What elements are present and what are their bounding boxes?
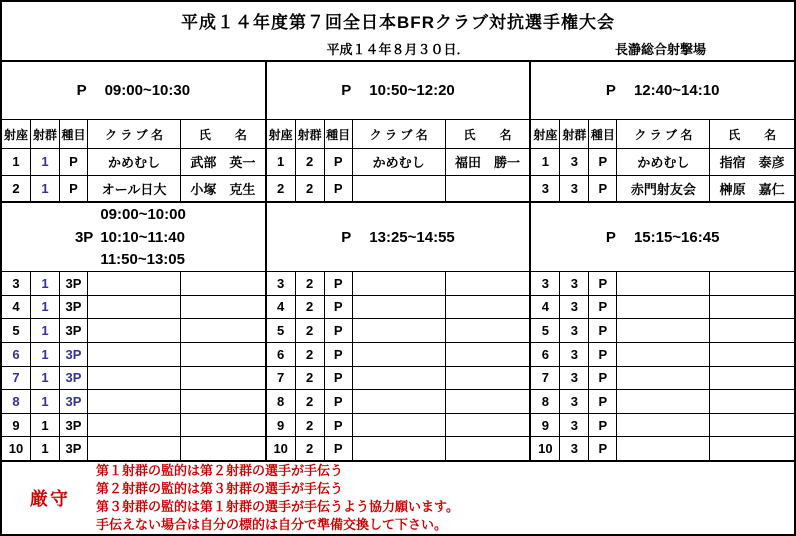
cell-event: P	[60, 176, 88, 202]
cell-club	[88, 343, 181, 366]
cell-name	[446, 390, 530, 413]
time-line	[68, 203, 198, 226]
event-label: P	[76, 82, 87, 99]
cell-seat: 1	[531, 149, 560, 175]
col-header-seat: 射座	[267, 120, 296, 148]
cell-group: 2	[296, 149, 325, 175]
cell-club	[617, 343, 710, 366]
col-header-event: 種目	[60, 120, 88, 148]
cell-club: 赤門射友会	[617, 176, 710, 202]
cell-name	[710, 390, 794, 413]
table-row	[531, 296, 794, 320]
cell-name: 小塚 克生	[190, 181, 256, 197]
cell-group: 3	[560, 296, 589, 319]
cell-club: かめむし	[88, 149, 181, 175]
cell-group: 2	[296, 272, 325, 295]
cell-group: 3	[560, 176, 589, 202]
cell-name	[710, 319, 794, 342]
table-row	[531, 390, 794, 414]
table-row	[267, 390, 530, 414]
cell-event: P	[589, 390, 617, 413]
table-row	[2, 343, 265, 367]
cell-event: 3P	[60, 343, 88, 366]
cell-name	[181, 390, 265, 413]
table-row	[531, 319, 794, 343]
rows-container	[267, 149, 530, 201]
table-row	[267, 437, 530, 460]
cell-name	[181, 414, 265, 437]
table-row	[267, 272, 530, 296]
strict-notice-label: 厳守	[30, 489, 70, 509]
column-header-row	[267, 120, 530, 149]
cell-event: 3P	[60, 296, 88, 319]
cell-club: オール日大	[88, 176, 181, 202]
cell-group: 3	[560, 149, 589, 175]
cell-group: 1	[31, 149, 60, 175]
time-range: 15:15~16:45	[633, 228, 720, 246]
cell-event: P	[589, 343, 617, 366]
sheet-header	[2, 2, 794, 62]
cell-seat: 8	[531, 390, 560, 413]
cell-seat: 6	[267, 343, 296, 366]
table-row	[267, 343, 530, 367]
cell-seat: 3	[531, 176, 560, 202]
cell-seat: 3	[2, 272, 31, 295]
time-slot-header	[2, 62, 265, 120]
cell-event: P	[589, 414, 617, 437]
cell-seat: 7	[2, 367, 31, 390]
cell-event: P	[589, 296, 617, 319]
cell-group: 3	[560, 390, 589, 413]
cell-event: 3P	[60, 414, 88, 437]
cell-group: 2	[296, 367, 325, 390]
cell-seat: 3	[531, 272, 560, 295]
table-row	[2, 149, 265, 176]
cell-group: 3	[560, 367, 589, 390]
cell-group: 1	[31, 437, 60, 460]
cell-seat: 4	[531, 296, 560, 319]
cell-name	[446, 367, 530, 390]
col-header-event: 種目	[589, 120, 617, 148]
cell-group: 1	[31, 176, 60, 202]
rows-container	[531, 149, 794, 201]
subtitle-row	[2, 39, 794, 57]
band2-section-1	[2, 203, 265, 460]
cell-event: P	[325, 319, 353, 342]
cell-event: 3P	[60, 272, 88, 295]
cell-event: P	[325, 414, 353, 437]
cell-event: P	[325, 390, 353, 413]
cell-name	[710, 296, 794, 319]
notice-line: 第２射群の監的は第３射群の選手が手伝う	[96, 481, 344, 496]
cell-group: 2	[296, 176, 325, 202]
rows-container	[267, 272, 530, 460]
cell-group: 1	[31, 390, 60, 413]
cell-club	[617, 296, 710, 319]
cell-group: 3	[560, 414, 589, 437]
cell-seat: 9	[267, 414, 296, 437]
event-label: P	[605, 82, 616, 99]
cell-event: 3P	[60, 319, 88, 342]
cell-event: 3P	[60, 390, 88, 413]
cell-name	[181, 319, 265, 342]
afternoon-sessions-band	[2, 203, 794, 462]
cell-event: P	[589, 176, 617, 202]
cell-seat: 1	[2, 149, 31, 175]
table-row	[267, 149, 530, 176]
col-header-seat: 射座	[2, 120, 31, 148]
cell-seat: 10	[531, 437, 560, 460]
cell-club	[617, 437, 710, 460]
time-range: 10:10~11:40	[100, 228, 185, 246]
cell-name	[446, 343, 530, 366]
table-row	[267, 176, 530, 202]
table-row	[2, 319, 265, 343]
cell-seat: 6	[531, 343, 560, 366]
cell-name: 榊原 嘉仁	[719, 181, 785, 197]
table-row	[2, 390, 265, 414]
cell-name	[446, 272, 530, 295]
cell-event: P	[325, 149, 353, 175]
cell-club	[353, 296, 446, 319]
col-header-club: ク ラ ブ 名	[353, 120, 446, 148]
cell-seat: 6	[2, 343, 31, 366]
col-header-club: ク ラ ブ 名	[617, 120, 710, 148]
table-row	[267, 367, 530, 391]
cell-event: P	[325, 343, 353, 366]
event-label: P	[341, 82, 352, 99]
cell-group: 2	[296, 437, 325, 460]
cell-seat: 3	[267, 272, 296, 295]
band2-section-3	[531, 203, 794, 460]
col-header-event: 種目	[325, 120, 353, 148]
cell-name	[181, 367, 265, 390]
band1-section-3	[531, 62, 794, 201]
cell-group: 2	[296, 296, 325, 319]
venue-name: 長瀞総合射撃場	[615, 42, 707, 57]
cell-club	[88, 414, 181, 437]
notice-notes	[96, 462, 459, 534]
cell-name	[181, 296, 265, 319]
cell-group: 1	[31, 319, 60, 342]
table-row	[2, 296, 265, 320]
cell-group: 2	[296, 319, 325, 342]
cell-seat: 2	[2, 176, 31, 202]
cell-event: 3P	[60, 367, 88, 390]
cell-name: 福田 勝一	[455, 155, 521, 171]
cell-group: 1	[31, 367, 60, 390]
event-label: P	[341, 228, 352, 246]
cell-club	[353, 390, 446, 413]
time-slot-header	[531, 62, 794, 120]
cell-club	[353, 319, 446, 342]
cell-group: 3	[560, 437, 589, 460]
event-label: 3P	[74, 228, 94, 246]
cell-club: かめむし	[617, 149, 710, 175]
cell-name	[710, 272, 794, 295]
cell-event: P	[589, 319, 617, 342]
cell-event: P	[325, 272, 353, 295]
event-label: P	[605, 228, 616, 246]
cell-club	[353, 367, 446, 390]
cell-club	[353, 343, 446, 366]
cell-club	[88, 319, 181, 342]
table-row	[2, 176, 265, 202]
cell-group: 3	[560, 272, 589, 295]
time-range: 13:25~14:55	[369, 228, 455, 246]
cell-name	[710, 367, 794, 390]
rows-container	[531, 272, 794, 460]
cell-group: 3	[560, 319, 589, 342]
cell-club	[88, 367, 181, 390]
table-row	[531, 272, 794, 296]
cell-name	[446, 437, 530, 460]
cell-group: 1	[31, 272, 60, 295]
time-range: 09:00~10:30	[104, 82, 191, 99]
cell-name	[446, 319, 530, 342]
column-header-row	[531, 120, 794, 149]
cell-club	[617, 272, 710, 295]
cell-seat: 2	[267, 176, 296, 202]
cell-event: P	[589, 367, 617, 390]
table-row	[531, 343, 794, 367]
cell-event: P	[589, 272, 617, 295]
cell-club	[353, 272, 446, 295]
cell-club	[88, 390, 181, 413]
cell-event: P	[60, 149, 88, 175]
event-date: 平成１４年８月３０日．	[326, 42, 470, 57]
cell-club	[617, 390, 710, 413]
cell-seat: 9	[2, 414, 31, 437]
cell-club	[617, 367, 710, 390]
cell-seat: 4	[267, 296, 296, 319]
col-header-seat: 射座	[531, 120, 560, 148]
band1-section-1	[2, 62, 265, 201]
cell-group: 3	[560, 343, 589, 366]
col-header-group: 射群	[296, 120, 325, 148]
notice-line: 第１射群の監的は第２射群の選手が手伝う	[96, 463, 344, 478]
cell-seat: 10	[2, 437, 31, 460]
cell-event: 3P	[60, 437, 88, 460]
cell-event: P	[589, 437, 617, 460]
time-range: 10:50~12:20	[369, 82, 455, 99]
cell-name	[181, 272, 265, 295]
table-row	[2, 367, 265, 391]
cell-seat: 9	[531, 414, 560, 437]
column-header-row	[2, 120, 265, 149]
cell-name	[710, 343, 794, 366]
cell-name	[446, 296, 530, 319]
cell-group: 1	[31, 343, 60, 366]
time-range: 11:50~13:05	[100, 251, 185, 269]
col-header-name: 氏 名	[198, 127, 247, 142]
cell-club	[88, 272, 181, 295]
strict-notice-block	[2, 462, 794, 534]
col-header-group: 射群	[31, 120, 60, 148]
cell-event: P	[325, 367, 353, 390]
cell-seat: 5	[2, 319, 31, 342]
table-row	[531, 437, 794, 460]
table-row	[2, 272, 265, 296]
cell-club	[353, 414, 446, 437]
cell-event: P	[589, 149, 617, 175]
time-slot-header	[267, 203, 530, 272]
col-header-name: 氏 名	[463, 127, 512, 142]
cell-club	[617, 319, 710, 342]
table-row	[531, 367, 794, 391]
time-range: 12:40~14:10	[633, 82, 720, 99]
cell-seat: 5	[531, 319, 560, 342]
cell-club	[617, 414, 710, 437]
band1-section-2	[267, 62, 530, 201]
cell-seat: 4	[2, 296, 31, 319]
col-header-group: 射群	[560, 120, 589, 148]
cell-name: 指宿 泰彦	[719, 155, 785, 171]
col-header-name: 氏 名	[728, 127, 777, 142]
cell-name	[446, 176, 530, 202]
cell-group: 1	[31, 296, 60, 319]
time-slot-header	[267, 62, 530, 120]
table-row	[531, 176, 794, 202]
cell-group: 2	[296, 343, 325, 366]
cell-event: P	[325, 176, 353, 202]
notice-line: 第３射群の監的は第１射群の選手が手伝うよう協力願います。	[96, 499, 459, 514]
cell-group: 2	[296, 414, 325, 437]
table-row	[2, 437, 265, 460]
cell-seat: 8	[267, 390, 296, 413]
time-slot-header-multiline	[2, 203, 265, 272]
cell-name	[710, 437, 794, 460]
page-title: 平成１４年度第７回全日本BFRクラブ対抗選手権大会	[181, 13, 615, 32]
table-row	[267, 414, 530, 438]
cell-club	[88, 296, 181, 319]
cell-seat: 10	[267, 437, 296, 460]
cell-club	[88, 437, 181, 460]
table-row	[531, 414, 794, 438]
cell-event: P	[325, 437, 353, 460]
cell-name	[710, 414, 794, 437]
notice-line: 手伝えない場合は自分の標的は自分で準備交換して下さい。	[96, 517, 448, 532]
col-header-club: ク ラ ブ 名	[88, 120, 181, 148]
cell-group: 1	[31, 414, 60, 437]
cell-seat: 7	[267, 367, 296, 390]
time-slot-header	[531, 203, 794, 272]
cell-name: 武部 英一	[190, 155, 256, 171]
cell-seat: 8	[2, 390, 31, 413]
table-row	[267, 319, 530, 343]
band2-section-2	[267, 203, 530, 460]
rows-container	[2, 149, 265, 201]
rows-container	[2, 272, 265, 460]
cell-event: P	[325, 296, 353, 319]
morning-sessions-band	[2, 62, 794, 203]
cell-name	[181, 343, 265, 366]
cell-name	[446, 414, 530, 437]
cell-seat: 1	[267, 149, 296, 175]
time-range: 09:00~10:00	[100, 205, 186, 223]
cell-group: 2	[296, 390, 325, 413]
table-row	[267, 296, 530, 320]
table-row	[2, 414, 265, 438]
cell-club	[353, 176, 446, 202]
cell-name	[181, 437, 265, 460]
cell-seat: 5	[267, 319, 296, 342]
cell-club	[353, 437, 446, 460]
time-line	[68, 226, 198, 249]
cell-club: かめむし	[353, 149, 446, 175]
cell-seat: 7	[531, 367, 560, 390]
table-row	[531, 149, 794, 176]
time-line	[68, 248, 198, 271]
